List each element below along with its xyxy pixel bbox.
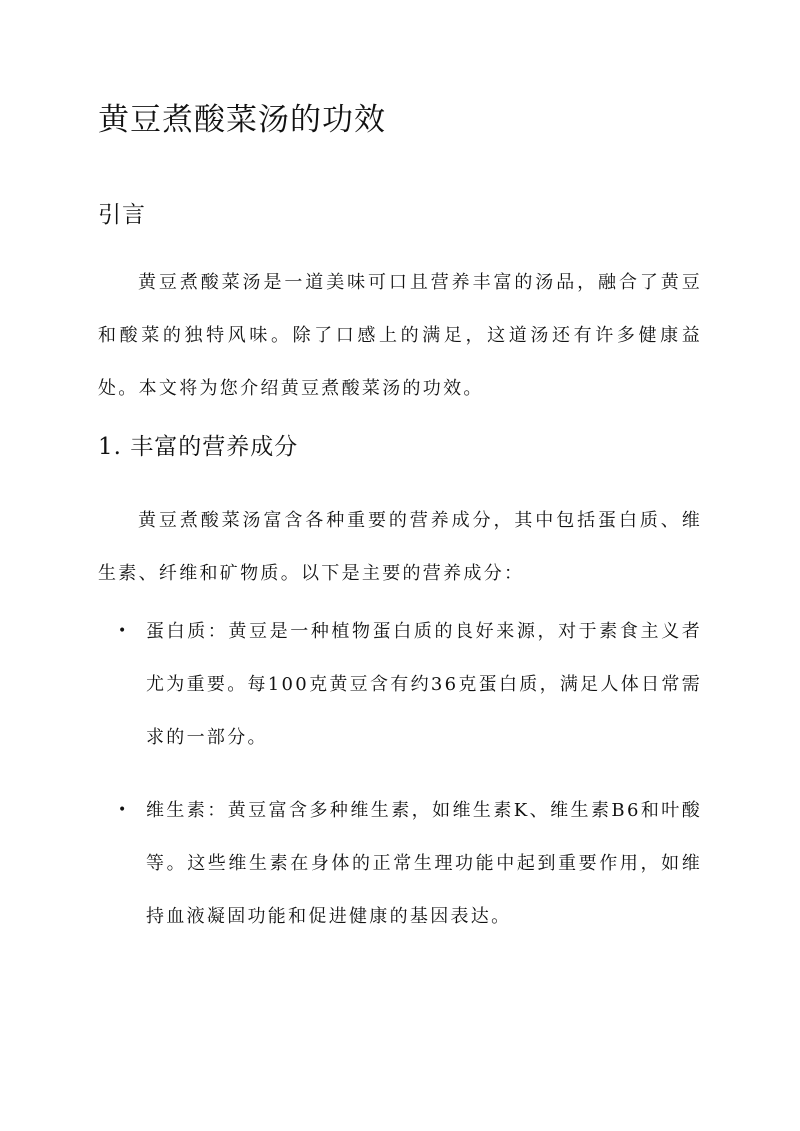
section-nutrition-paragraph: 黄豆煮酸菜汤富含各种重要的营养成分，其中包括蛋白质、维生素、纤维和矿物质。以下是主要的营养成分： [98,510,702,584]
list-item-text: 维生素：黄豆富含多种维生素，如维生素K、维生素B6和叶酸等。这些维生素在身体的正常生理功能中起到重要作用，如维持血液凝固功能和促进健康的基因表达。 [146,800,702,927]
intro-paragraph: 黄豆煮酸菜汤是一道美味可口且营养丰富的汤品，融合了黄豆和酸菜的独特风味。除了口感上的满足，这道汤还有许多健康益处。本文将为您介绍黄豆煮酸菜汤的功效。 [98,272,702,399]
section-nutrition-heading: 1. 丰富的营养成分 [98,434,299,460]
intro-heading: 引言 [98,202,146,228]
bullet-dot-icon: • [118,802,129,818]
bullet-dot-icon: • [118,623,129,639]
list-item-text: 蛋白质：黄豆是一种植物蛋白质的良好来源，对于素食主义者尤为重要。每100克黄豆含有约36克蛋白质，满足人体日常需求的一部分。 [146,621,702,748]
list-item-vitamins [98,784,702,943]
document-title: 黄豆煮酸菜汤的功效 [98,102,386,138]
nutrition-list [98,605,702,963]
list-item-protein [98,605,702,764]
